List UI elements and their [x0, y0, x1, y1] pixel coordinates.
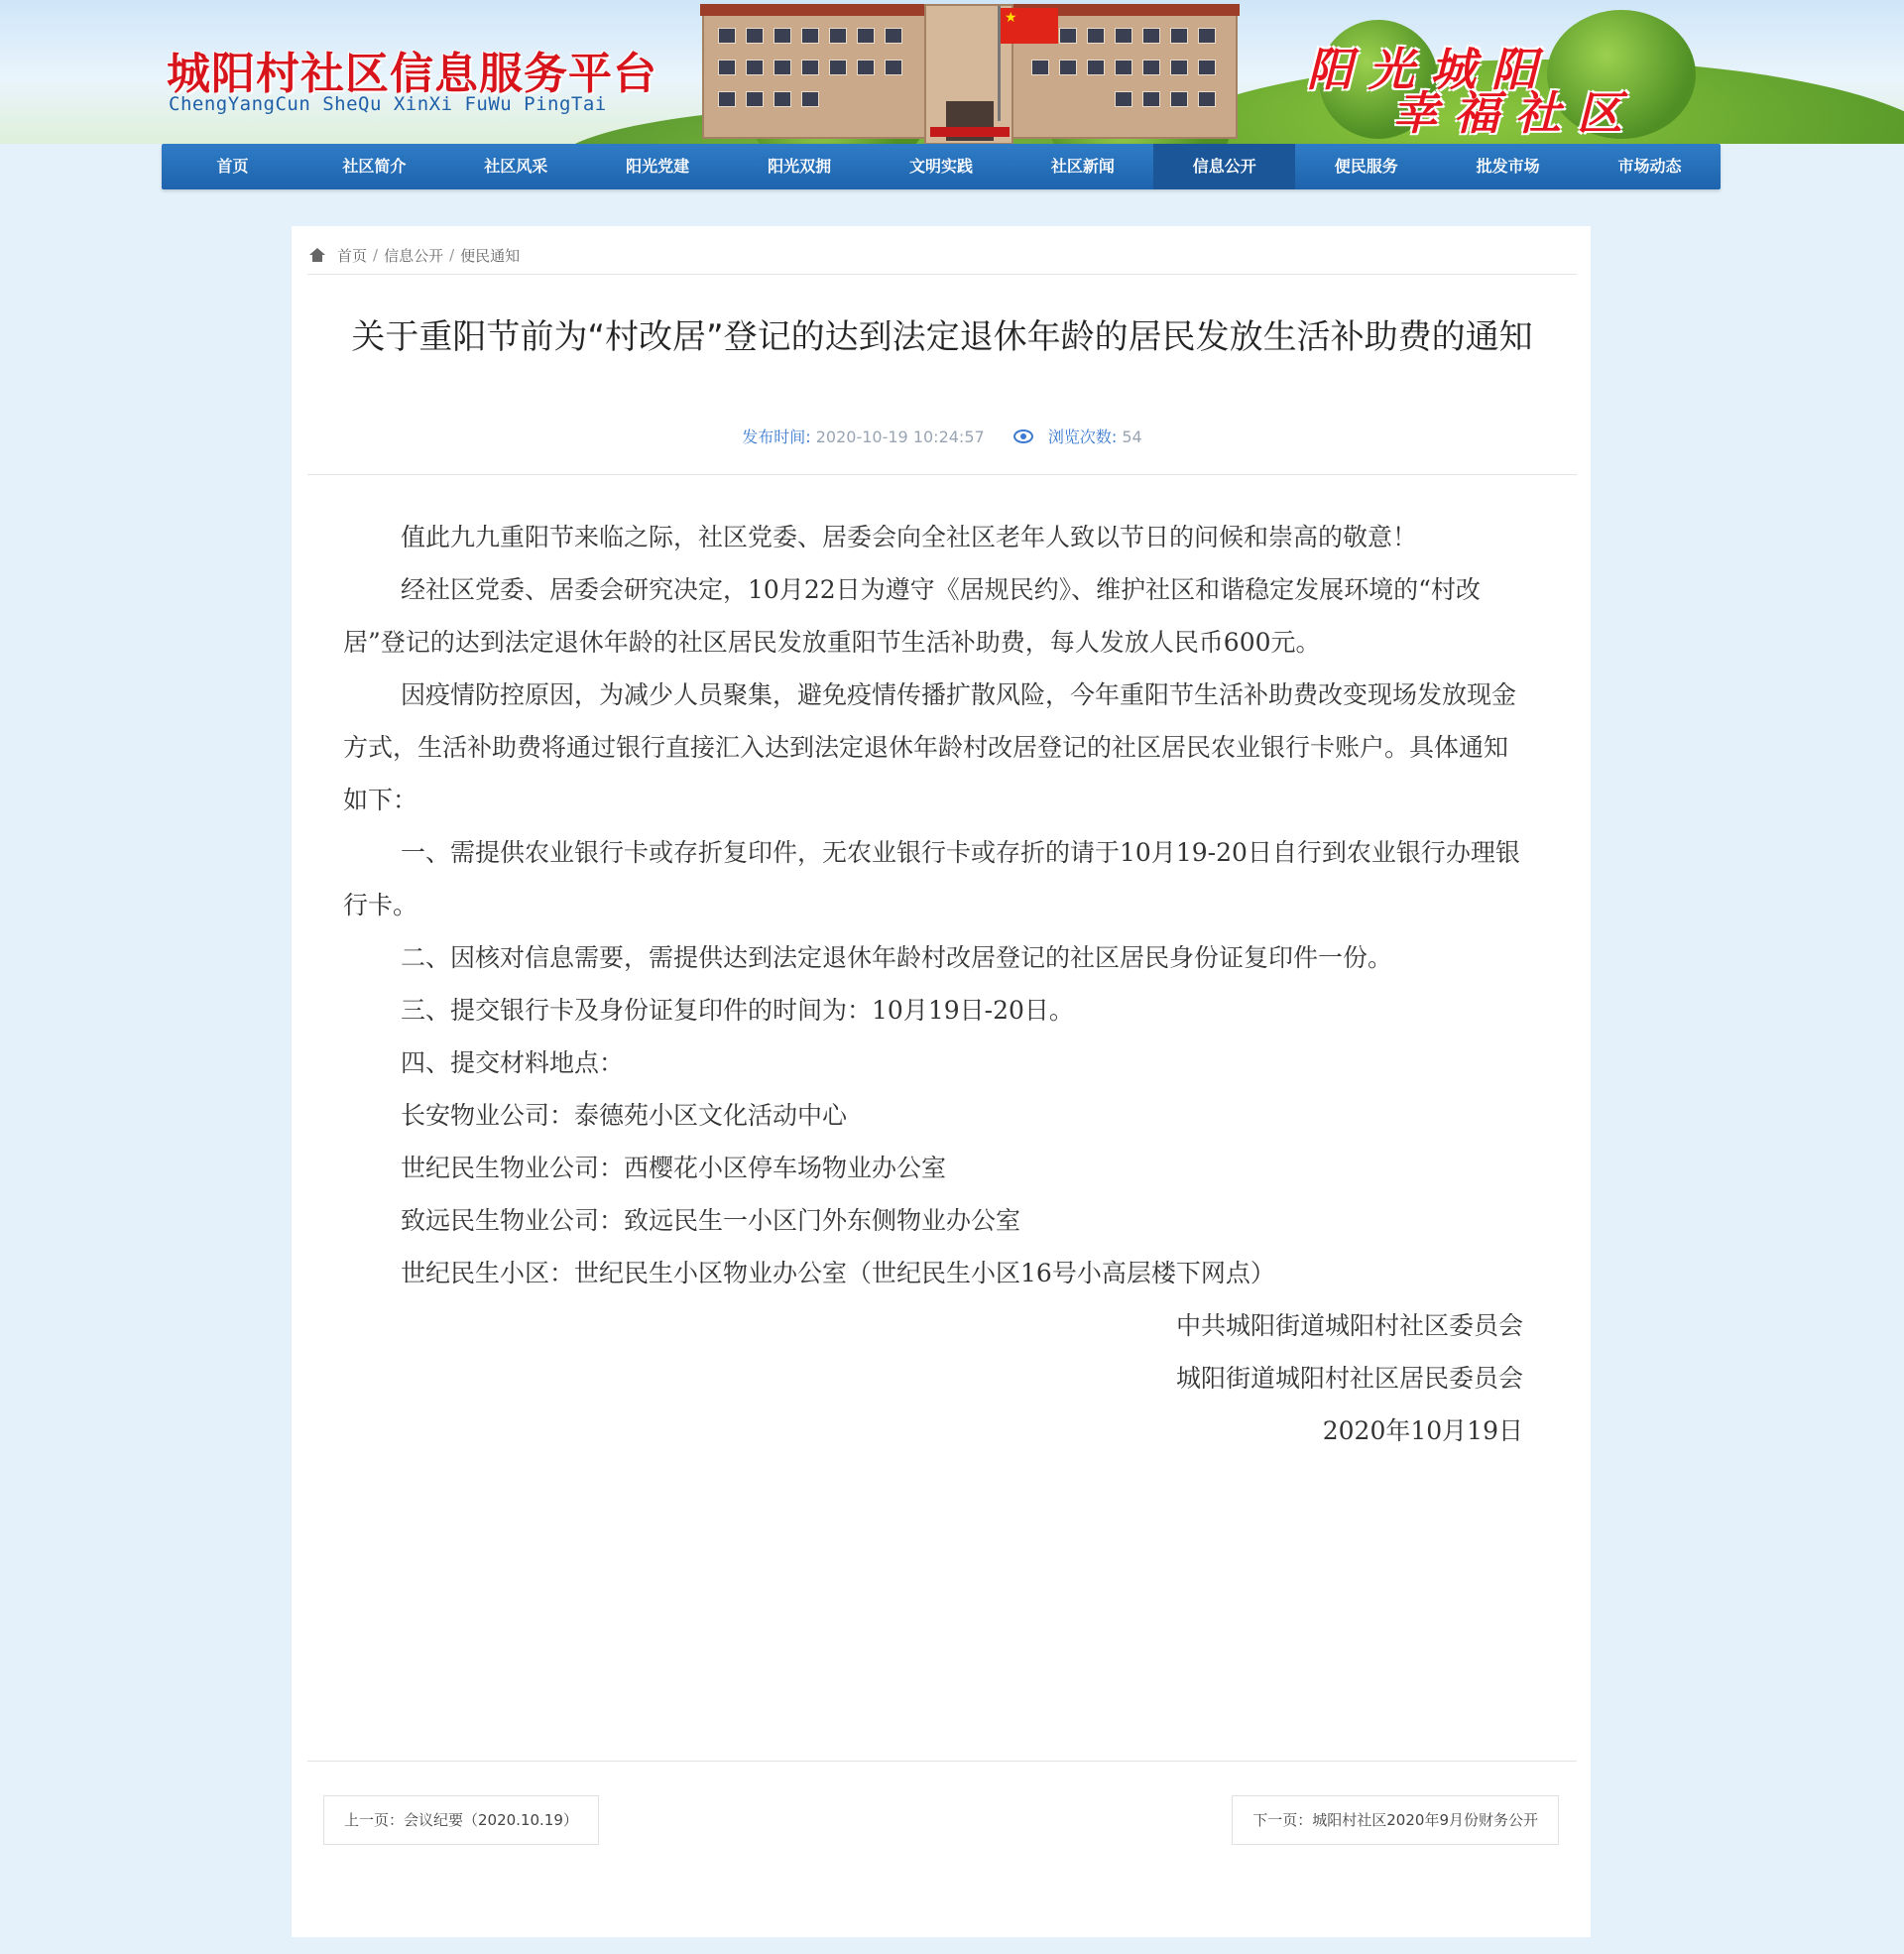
slogan-line-1: 阳光城阳	[1307, 43, 1553, 96]
signature-residents-committee: 城阳街道城阳村社区居民委员会	[1175, 1364, 1523, 1393]
nav-item-military-support[interactable]: 阳光双拥	[768, 157, 832, 176]
nav-item-services[interactable]: 便民服务	[1334, 157, 1398, 176]
nav-item-civilization[interactable]: 文明实践	[908, 157, 973, 176]
nav-item-about[interactable]: 社区简介	[342, 157, 407, 176]
article-body	[343, 511, 1523, 1457]
publish-time	[742, 425, 984, 447]
article-paragraph: 一、需提供农业银行卡或存折复印件，无农业银行卡或存折的请于10月19-20日自行到农业银行办理银行卡。	[343, 838, 1520, 919]
divider	[307, 274, 1577, 275]
breadcrumb-home[interactable]: 首页	[337, 246, 368, 265]
article-paragraph: 四、提交材料地点：	[401, 1048, 625, 1077]
view-count	[1013, 425, 1142, 447]
article-card	[292, 226, 1591, 1937]
article-paragraph: 二、因核对信息需要，需提供达到法定退休年龄村改居登记的社区居民身份证复印件一份。	[401, 943, 1393, 972]
article-paragraph: 值此九九重阳节来临之际，社区党委、居委会向全社区老年人致以节日的问候和崇高的敬意！	[401, 523, 1418, 551]
slogan-line-2: 幸福社区	[1392, 86, 1638, 140]
publish-time-value: 2020-10-19 10:24:57	[815, 427, 985, 446]
divider	[307, 474, 1577, 475]
prev-article-button[interactable]: 上一页：会议纪要（2020.10.19）	[323, 1795, 599, 1845]
next-article-button[interactable]: 下一页：城阳村社区2020年9月份财务公开	[1232, 1795, 1559, 1845]
article-paragraph: 因疫情防控原因，为减少人员聚集，避免疫情传播扩散风险，今年重阳节生活补助费改变现场发放现金方式，生活补助费将通过银行直接汇入达到法定退休年龄村改居登记的社区居民农业银行卡账户。具体通知如下：	[343, 680, 1517, 814]
article-meta	[307, 425, 1577, 447]
flag-icon: ★	[1001, 8, 1058, 44]
breadcrumb-separator: /	[373, 246, 379, 264]
divider	[307, 1761, 1577, 1762]
nav-item-news[interactable]: 社区新闻	[1050, 157, 1115, 176]
building-image	[702, 8, 1238, 139]
header-banner	[0, 0, 1904, 144]
article-paragraph: 世纪民生小区：世纪民生小区物业办公室（世纪民生小区16号小高层楼下网点）	[401, 1259, 1275, 1287]
article-paragraph: 致远民生物业公司：致远民生一小区门外东侧物业办公室	[401, 1206, 1021, 1235]
view-count-label: 浏览次数:	[1047, 427, 1118, 446]
publish-time-label: 发布时间:	[742, 427, 811, 446]
signature-date: 2020年10月19日	[1322, 1416, 1523, 1445]
article-paragraph: 经社区党委、居委会研究决定，10月22日为遵守《居规民约》、维护社区和谐稳定发展环境的“村改居”登记的达到法定退休年龄的社区居民发放重阳节生活补助费，每人发放人民币600元。	[343, 575, 1481, 657]
article-paragraph: 三、提交银行卡及身份证复印件的时间为：10月19日-20日。	[401, 996, 1074, 1025]
breadcrumb-separator: /	[449, 246, 455, 264]
site-title[interactable]: 城阳村社区信息服务平台	[167, 49, 657, 99]
breadcrumb	[307, 242, 1577, 268]
home-icon	[309, 248, 325, 262]
nav-item-home[interactable]: 首页	[216, 157, 249, 176]
nav-item-wholesale-market[interactable]: 批发市场	[1476, 157, 1540, 176]
breadcrumb-info-disclosure[interactable]: 信息公开	[384, 246, 444, 265]
nav-item-gallery[interactable]: 社区风采	[484, 157, 548, 176]
article-paragraph: 世纪民生物业公司：西樱花小区停车场物业办公室	[401, 1154, 947, 1182]
main-nav	[162, 144, 1721, 189]
nav-item-party-building[interactable]: 阳光党建	[626, 157, 690, 176]
nav-item-market-news[interactable]: 市场动态	[1617, 157, 1682, 176]
nav-item-info-disclosure[interactable]: 信息公开	[1153, 144, 1295, 189]
view-count-value: 54	[1122, 427, 1142, 446]
article-title: 关于重阳节前为“村改居”登记的达到法定退休年龄的居民发放生活补助费的通知	[351, 317, 1533, 357]
eye-icon	[1013, 429, 1033, 443]
signature-party-committee: 中共城阳街道城阳村社区委员会	[1175, 1311, 1523, 1340]
breadcrumb-notices[interactable]: 便民通知	[460, 246, 521, 265]
site-subtitle: ChengYangCun SheQu XinXi FuWu PingTai	[169, 93, 607, 115]
article-paragraph: 长安物业公司：泰德苑小区文化活动中心	[401, 1101, 848, 1130]
